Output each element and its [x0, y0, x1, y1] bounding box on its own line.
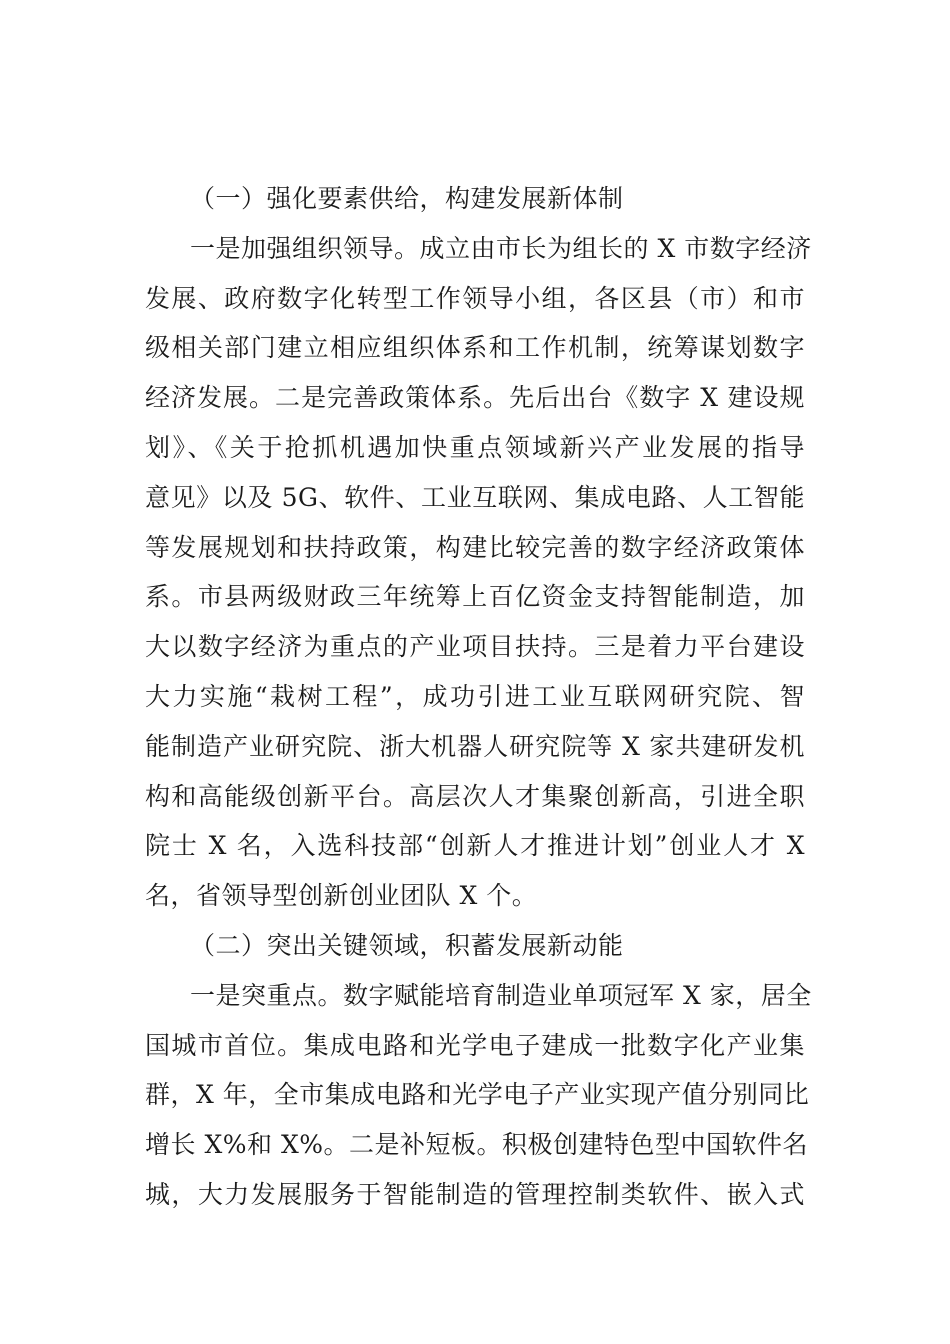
paragraph-line: 等发展规划和扶持政策，构建比较完善的数字经济政策体	[145, 532, 805, 562]
paragraph-line: 院士 X 名，入选科技部“创新人才推进计划”创业人才 X	[145, 831, 805, 861]
paragraph-line: 城，大力发展服务于智能制造的管理控制类软件、嵌入式	[145, 1179, 805, 1209]
section-heading-2: （二）突出关键领域，积蓄发展新动能	[190, 930, 624, 960]
paragraph-line: 大以数字经济为重点的产业项目扶持。三是着力平台建设	[145, 632, 805, 662]
paragraph-line: 经济发展。二是完善政策体系。先后出台《数字 X 建设规	[145, 383, 805, 413]
paragraph-line: 发展、政府数字化转型工作领导小组，各区县（市）和市	[145, 283, 805, 313]
paragraph-line: 国城市首位。集成电路和光学电子建成一批数字化产业集	[145, 1030, 805, 1060]
paragraph-line: 意见》以及 5G、软件、工业互联网、集成电路、人工智能	[145, 482, 805, 512]
paragraph-line: 一是突重点。数字赋能培育制造业单项冠军 X 家，居全	[190, 980, 812, 1010]
paragraph-line: 增长 X%和 X%。二是补短板。积极创建特色型中国软件名	[145, 1130, 809, 1160]
paragraph-line: 能制造产业研究院、浙大机器人研究院等 X 家共建研发机	[145, 731, 805, 761]
section-heading-1: （一）强化要素供给，构建发展新体制	[190, 184, 624, 213]
paragraph-line: 构和高能级创新平台。高层次人才集聚创新高，引进全职	[145, 781, 805, 811]
paragraph-line: 大力实施“栽树工程”，成功引进工业互联网研究院、智	[145, 681, 805, 711]
paragraph-line: 群，X 年，全市集成电路和光学电子产业实现产值分别同比	[145, 1080, 810, 1110]
paragraph-line: 划》、《关于抢抓机遇加快重点领域新兴产业发展的指导	[145, 432, 805, 462]
paragraph-line: 一是加强组织领导。成立由市长为组长的 X 市数字经济	[190, 233, 812, 263]
paragraph-line: 系。市县两级财政三年统筹上百亿资金支持智能制造，加	[145, 582, 805, 612]
paragraph-line-last: 名，省领导型创新创业团队 X 个。	[145, 881, 538, 911]
document-body	[145, 174, 812, 1220]
paragraph-line: 级相关部门建立相应组织体系和工作机制，统筹谋划数字	[145, 333, 805, 363]
